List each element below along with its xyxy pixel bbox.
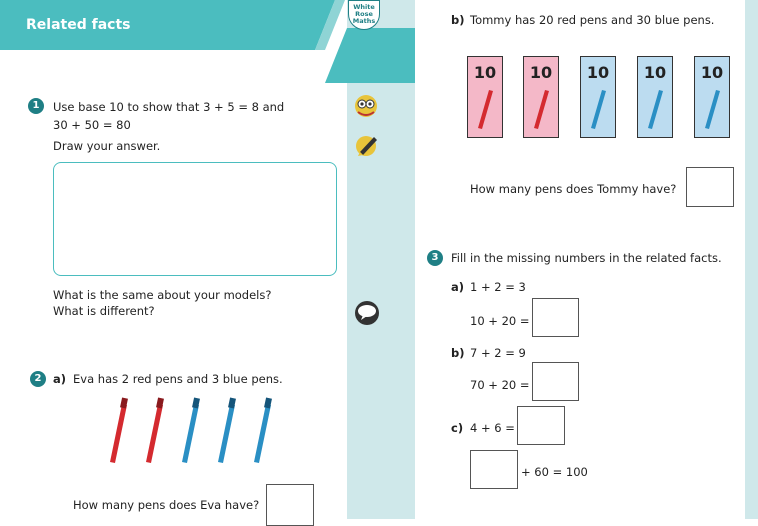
pack-blue-1: [580, 56, 616, 138]
q2a-question: How many pens does Eva have?: [73, 498, 260, 512]
q3c-label: c): [451, 421, 464, 435]
red-pen-1: [110, 397, 128, 463]
q1-reflect-2: What is different?: [53, 304, 155, 318]
q2b-text: Tommy has 20 red pens and 30 blue pens.: [470, 13, 715, 27]
q3c-fact: 4 + 6 =: [470, 421, 515, 435]
q3a-answer-box[interactable]: [532, 298, 579, 337]
q3c-answer-box-2[interactable]: [470, 450, 518, 489]
q3c-related: + 60 = 100: [521, 465, 588, 479]
q3b-fact: 7 + 2 = 9: [470, 346, 526, 360]
blue-pen-icon: [695, 82, 729, 132]
q2b-question: How many pens does Tommy have?: [470, 182, 677, 196]
pack-label: 10: [586, 63, 610, 82]
q1-reflect-1: What is the same about your models?: [53, 288, 272, 302]
q3a-label: a): [451, 280, 465, 294]
question-1-number: 1: [28, 98, 44, 114]
red-pen-icon: [524, 82, 558, 132]
owl-icon: [354, 94, 378, 118]
question-3-number: 3: [427, 250, 443, 266]
blue-pen-1: [182, 397, 200, 463]
pack-label: 10: [473, 63, 497, 82]
pack-label: 10: [643, 63, 667, 82]
q3-intro: Fill in the missing numbers in the related facts.: [451, 251, 722, 265]
blue-pen-2: [218, 397, 236, 463]
eva-pens-illustration: [100, 396, 280, 468]
white-rose-logo: White Rose Maths: [348, 0, 380, 30]
blue-pen-icon: [581, 82, 615, 132]
q3b-answer-box[interactable]: [532, 362, 579, 401]
pack-red-2: [523, 56, 559, 138]
red-pen-2: [146, 397, 164, 463]
q1-drawing-area[interactable]: [53, 162, 337, 276]
q1-instruction: Draw your answer.: [53, 139, 161, 153]
pack-blue-2: [637, 56, 673, 138]
red-pen-icon: [468, 82, 502, 132]
q2b-answer-box[interactable]: [686, 167, 734, 207]
right-strip: [745, 0, 758, 519]
q1-line-2: 30 + 50 = 80: [53, 118, 131, 132]
q2a-label: a): [53, 372, 67, 386]
strip-banner: [325, 28, 415, 88]
blue-pen-3: [254, 397, 272, 463]
q3b-label: b): [451, 346, 465, 360]
pack-label: 10: [529, 63, 553, 82]
page-title: Related facts: [26, 17, 131, 33]
q2b-label: b): [451, 13, 465, 27]
q1-line-1: Use base 10 to show that 3 + 5 = 8 and: [53, 100, 285, 114]
q2a-answer-box[interactable]: [266, 484, 314, 526]
q3a-related: 10 + 20 =: [470, 314, 530, 328]
q2a-text: Eva has 2 red pens and 3 blue pens.: [73, 372, 283, 386]
q3a-fact: 1 + 2 = 3: [470, 280, 526, 294]
q3b-related: 70 + 20 =: [470, 378, 530, 392]
speech-bubble-icon: [354, 300, 380, 326]
blue-pen-icon: [638, 82, 672, 132]
q3c-answer-box-1[interactable]: [517, 406, 565, 445]
question-2-number: 2: [30, 371, 46, 387]
pack-red-1: [467, 56, 503, 138]
pencil-icon: [354, 132, 380, 158]
pack-label: 10: [700, 63, 724, 82]
pack-blue-3: [694, 56, 730, 138]
